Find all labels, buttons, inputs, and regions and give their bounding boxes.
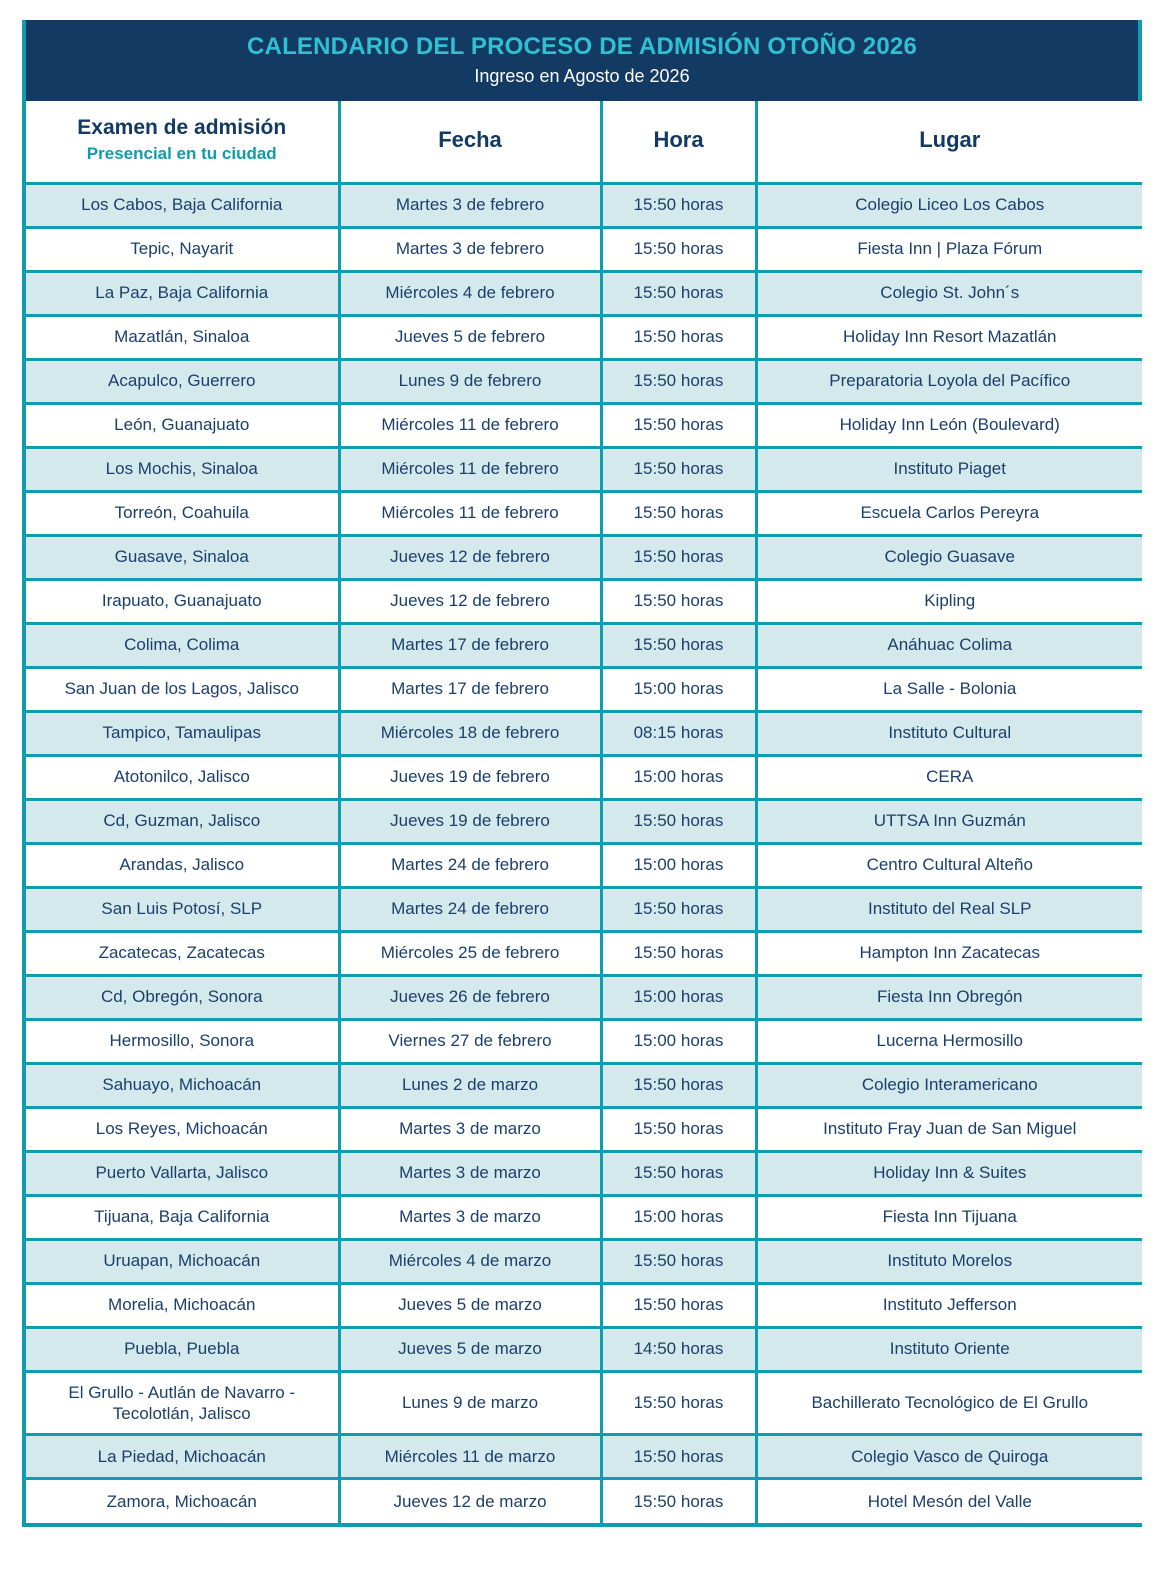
cell-city: Hermosillo, Sonora: [26, 1019, 339, 1063]
cell-city: Torreón, Coahuila: [26, 491, 339, 535]
column-header-time-label: Hora: [653, 127, 704, 153]
cell-place: UTTSA Inn Guzmán: [756, 799, 1142, 843]
cell-city: El Grullo - Autlán de Navarro - Tecolotlán, Jalisco: [26, 1371, 339, 1435]
cell-place: Lucerna Hermosillo: [756, 1019, 1142, 1063]
table-row: [26, 1479, 1142, 1523]
cell-date: Jueves 12 de febrero: [339, 535, 601, 579]
cell-city: San Luis Potosí, SLP: [26, 887, 339, 931]
cell-place: Preparatoria Loyola del Pacífico: [756, 359, 1142, 403]
cell-city: Los Reyes, Michoacán: [26, 1107, 339, 1151]
cell-date: Martes 3 de marzo: [339, 1195, 601, 1239]
table-header: [26, 101, 1142, 183]
calendar-title: CALENDARIO DEL PROCESO DE ADMISIÓN OTOÑO 2026: [247, 33, 917, 60]
table-row: [26, 975, 1142, 1019]
cell-place: Instituto Oriente: [756, 1327, 1142, 1371]
table-row: [26, 1195, 1142, 1239]
cell-date: Miércoles 4 de febrero: [339, 271, 601, 315]
cell-date: Miércoles 4 de marzo: [339, 1239, 601, 1283]
cell-city: León, Guanajuato: [26, 403, 339, 447]
column-header-time: [601, 101, 756, 183]
cell-date: Jueves 19 de febrero: [339, 755, 601, 799]
cell-city: Arandas, Jalisco: [26, 843, 339, 887]
cell-date: Martes 3 de marzo: [339, 1107, 601, 1151]
table-row: [26, 1327, 1142, 1371]
cell-date: Viernes 27 de febrero: [339, 1019, 601, 1063]
column-header-city: [26, 101, 339, 183]
table-row: [26, 1063, 1142, 1107]
cell-city: La Piedad, Michoacán: [26, 1435, 339, 1479]
cell-time: 15:50 horas: [601, 1283, 756, 1327]
cell-time: 15:00 horas: [601, 975, 756, 1019]
cell-time: 15:50 horas: [601, 1371, 756, 1435]
cell-time: 15:50 horas: [601, 1107, 756, 1151]
table-row: [26, 667, 1142, 711]
column-header-date: [339, 101, 601, 183]
cell-time: 15:50 horas: [601, 1063, 756, 1107]
cell-time: 15:50 horas: [601, 799, 756, 843]
cell-place: Kipling: [756, 579, 1142, 623]
admission-calendar-table: [26, 101, 1142, 1523]
cell-place: Fiesta Inn Obregón: [756, 975, 1142, 1019]
cell-place: La Salle - Bolonia: [756, 667, 1142, 711]
cell-time: 15:50 horas: [601, 403, 756, 447]
cell-city: Los Mochis, Sinaloa: [26, 447, 339, 491]
cell-place: Fiesta Inn | Plaza Fórum: [756, 227, 1142, 271]
cell-time: 15:50 horas: [601, 1479, 756, 1523]
cell-time: 15:50 horas: [601, 359, 756, 403]
cell-time: 15:50 horas: [601, 183, 756, 227]
cell-place: Fiesta Inn Tijuana: [756, 1195, 1142, 1239]
table-row: [26, 623, 1142, 667]
table-row: [26, 887, 1142, 931]
column-header-place-label: Lugar: [919, 127, 981, 153]
cell-time: 15:50 horas: [601, 579, 756, 623]
cell-city: Tijuana, Baja California: [26, 1195, 339, 1239]
table-row: [26, 1019, 1142, 1063]
cell-time: 14:50 horas: [601, 1327, 756, 1371]
cell-date: Miércoles 11 de febrero: [339, 403, 601, 447]
column-header-city-sub: Presencial en tu ciudad: [86, 144, 277, 164]
cell-city: San Juan de los Lagos, Jalisco: [26, 667, 339, 711]
table-row: [26, 1283, 1142, 1327]
cell-date: Jueves 12 de febrero: [339, 579, 601, 623]
cell-city: Cd, Obregón, Sonora: [26, 975, 339, 1019]
cell-date: Miércoles 11 de febrero: [339, 491, 601, 535]
cell-place: Colegio Vasco de Quiroga: [756, 1435, 1142, 1479]
cell-date: Martes 17 de febrero: [339, 667, 601, 711]
cell-place: Escuela Carlos Pereyra: [756, 491, 1142, 535]
cell-date: Miércoles 11 de marzo: [339, 1435, 601, 1479]
cell-time: 15:00 horas: [601, 755, 756, 799]
cell-city: Mazatlán, Sinaloa: [26, 315, 339, 359]
cell-city: Puerto Vallarta, Jalisco: [26, 1151, 339, 1195]
cell-city: Puebla, Puebla: [26, 1327, 339, 1371]
calendar-subtitle: Ingreso en Agosto de 2026: [474, 65, 690, 86]
cell-date: Jueves 19 de febrero: [339, 799, 601, 843]
cell-date: Jueves 5 de marzo: [339, 1283, 601, 1327]
cell-time: 15:50 horas: [601, 1435, 756, 1479]
cell-city: Uruapan, Michoacán: [26, 1239, 339, 1283]
cell-place: Hotel Mesón del Valle: [756, 1479, 1142, 1523]
cell-date: Martes 24 de febrero: [339, 843, 601, 887]
cell-date: Jueves 26 de febrero: [339, 975, 601, 1019]
cell-date: Miércoles 25 de febrero: [339, 931, 601, 975]
table-row: [26, 931, 1142, 975]
cell-place: CERA: [756, 755, 1142, 799]
cell-date: Martes 3 de febrero: [339, 227, 601, 271]
cell-date: Jueves 5 de marzo: [339, 1327, 601, 1371]
table-row: [26, 579, 1142, 623]
table-row: [26, 403, 1142, 447]
cell-time: 15:50 horas: [601, 227, 756, 271]
table-row: [26, 535, 1142, 579]
cell-city: Colima, Colima: [26, 623, 339, 667]
cell-city: Guasave, Sinaloa: [26, 535, 339, 579]
cell-time: 15:50 horas: [601, 623, 756, 667]
cell-place: Instituto Piaget: [756, 447, 1142, 491]
cell-place: Instituto Cultural: [756, 711, 1142, 755]
calendar-title-band: [26, 20, 1138, 101]
table-row: [26, 1107, 1142, 1151]
cell-city: Tepic, Nayarit: [26, 227, 339, 271]
cell-date: Miércoles 11 de febrero: [339, 447, 601, 491]
cell-city: Sahuayo, Michoacán: [26, 1063, 339, 1107]
cell-time: 15:50 horas: [601, 1151, 756, 1195]
cell-time: 15:00 horas: [601, 843, 756, 887]
cell-time: 15:50 horas: [601, 271, 756, 315]
table-row: [26, 843, 1142, 887]
table-row: [26, 447, 1142, 491]
cell-time: 15:50 horas: [601, 447, 756, 491]
cell-place: Instituto Morelos: [756, 1239, 1142, 1283]
cell-place: Holiday Inn León (Boulevard): [756, 403, 1142, 447]
table-row: [26, 1151, 1142, 1195]
cell-city: Zacatecas, Zacatecas: [26, 931, 339, 975]
cell-city: Morelia, Michoacán: [26, 1283, 339, 1327]
cell-place: Colegio Guasave: [756, 535, 1142, 579]
cell-date: Miércoles 18 de febrero: [339, 711, 601, 755]
cell-place: Colegio St. John´s: [756, 271, 1142, 315]
table-row: [26, 1435, 1142, 1479]
cell-date: Lunes 9 de febrero: [339, 359, 601, 403]
table-row: [26, 271, 1142, 315]
cell-date: Martes 3 de marzo: [339, 1151, 601, 1195]
table-row: [26, 711, 1142, 755]
cell-city: Cd, Guzman, Jalisco: [26, 799, 339, 843]
table-body: [26, 183, 1142, 1523]
header-row: [26, 101, 1142, 183]
cell-place: Centro Cultural Alteño: [756, 843, 1142, 887]
column-header-place: [756, 101, 1142, 183]
table-row: [26, 491, 1142, 535]
table-row: [26, 315, 1142, 359]
table-row: [26, 359, 1142, 403]
cell-place: Bachillerato Tecnológico de El Grullo: [756, 1371, 1142, 1435]
table-row: [26, 183, 1142, 227]
table-row: [26, 755, 1142, 799]
cell-place: Instituto del Real SLP: [756, 887, 1142, 931]
table-row: [26, 1371, 1142, 1435]
cell-time: 15:50 horas: [601, 491, 756, 535]
cell-city: Irapuato, Guanajuato: [26, 579, 339, 623]
cell-date: Jueves 5 de febrero: [339, 315, 601, 359]
cell-city: Atotonilco, Jalisco: [26, 755, 339, 799]
cell-time: 15:50 horas: [601, 315, 756, 359]
cell-date: Lunes 9 de marzo: [339, 1371, 601, 1435]
table-row: [26, 227, 1142, 271]
table-row: [26, 799, 1142, 843]
cell-time: 15:00 horas: [601, 1195, 756, 1239]
cell-date: Lunes 2 de marzo: [339, 1063, 601, 1107]
cell-time: 15:00 horas: [601, 667, 756, 711]
cell-place: Holiday Inn Resort Mazatlán: [756, 315, 1142, 359]
cell-city: Los Cabos, Baja California: [26, 183, 339, 227]
cell-date: Jueves 12 de marzo: [339, 1479, 601, 1523]
cell-date: Martes 24 de febrero: [339, 887, 601, 931]
cell-place: Colegio Liceo Los Cabos: [756, 183, 1142, 227]
cell-place: Instituto Fray Juan de San Miguel: [756, 1107, 1142, 1151]
cell-time: 15:00 horas: [601, 1019, 756, 1063]
cell-place: Anáhuac Colima: [756, 623, 1142, 667]
cell-time: 15:50 horas: [601, 535, 756, 579]
cell-city: Acapulco, Guerrero: [26, 359, 339, 403]
cell-city: Zamora, Michoacán: [26, 1479, 339, 1523]
cell-place: Holiday Inn & Suites: [756, 1151, 1142, 1195]
cell-time: 15:50 horas: [601, 931, 756, 975]
cell-place: Colegio Interamericano: [756, 1063, 1142, 1107]
column-header-city-main: Examen de admisión: [77, 116, 287, 140]
cell-place: Instituto Jefferson: [756, 1283, 1142, 1327]
cell-place: Hampton Inn Zacatecas: [756, 931, 1142, 975]
calendar-frame: [22, 20, 1142, 1527]
cell-time: 08:15 horas: [601, 711, 756, 755]
cell-date: Martes 3 de febrero: [339, 183, 601, 227]
cell-time: 15:50 horas: [601, 1239, 756, 1283]
column-header-date-label: Fecha: [438, 127, 502, 153]
cell-city: Tampico, Tamaulipas: [26, 711, 339, 755]
cell-time: 15:50 horas: [601, 887, 756, 931]
cell-city: La Paz, Baja California: [26, 271, 339, 315]
cell-date: Martes 17 de febrero: [339, 623, 601, 667]
table-row: [26, 1239, 1142, 1283]
